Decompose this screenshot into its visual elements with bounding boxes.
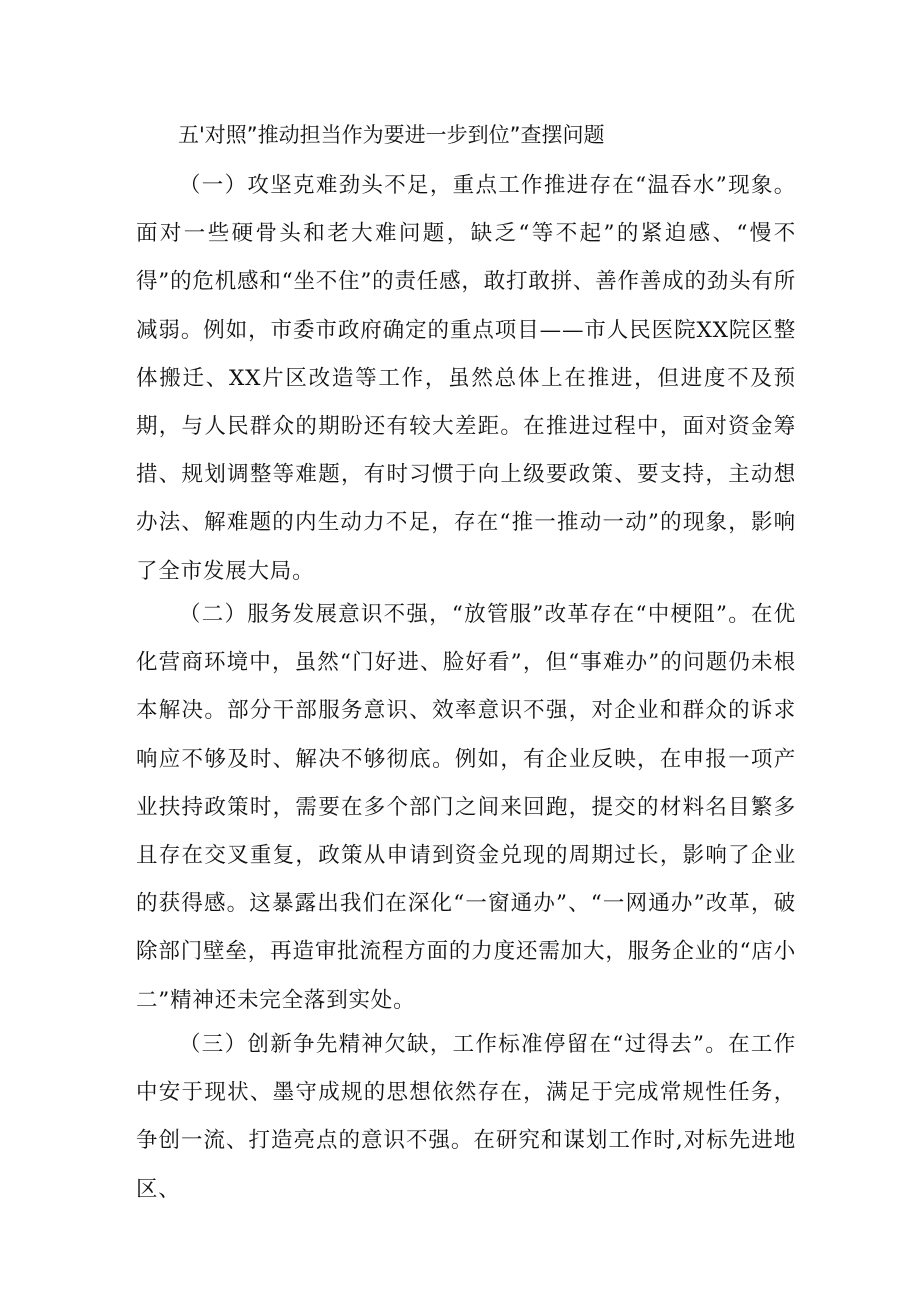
paragraph-3: （三）创新争先精神欠缺，工作标准停留在“过得去”。在工作中安于现状、墨守成规的思想依然存在，满足于完成常规性任务，争创一流、打造亮点的意识不强。在研究和谋划工作时,对标先进地区、 (136, 1032, 796, 1202)
section-heading: 五'对照”推动担当作为要进一步到位”查摆问题 (178, 123, 605, 147)
paragraph-1: （一）攻坚克难劲头不足，重点工作推进存在“温吞水”现象。面对一些硬骨头和老大难问题，缺乏“等不起”的紧迫感、“慢不得”的危机感和“坐不住”的责任感，敢打敢拼、善作善成的劲头有所减弱。例如，市委市政府确定的重点项目——市人民医院XX院区整体搬迁、XX片区改造等工作，虽然总体上在推进，但进度不及预期，与人民群众的期盼还有较大差距。在推进过程中，面对资金筹措、规划调整等难题，有时习惯于向上级要政策、要支持，主动想办法、解难题的内生动力不足，存在“推一推动一动”的现象，影响了全市发展大局。 (136, 173, 796, 584)
paragraph-2: （二）服务发展意识不强，“放管服”改革存在“中梗阻”。在优化营商环境中，虽然“门好进、脸好看”，但“事难办”的问题仍未根本解决。部分干部服务意识、效率意识不强，对企业和群众的诉求响应不够及时、解决不够彻底。例如，有企业反映，在申报一项产业扶持政策时，需要在多个部门之间来回跑，提交的材料名目繁多且存在交叉重复，政策从申请到资金兑现的周期过长，影响了企业的获得感。这暴露出我们在深化“一窗通办”、“一网通办”改革，破除部门壁垒，再造审批流程方面的力度还需加大，服务企业的“店小二”精神还未完全落到实处。 (136, 602, 796, 1013)
